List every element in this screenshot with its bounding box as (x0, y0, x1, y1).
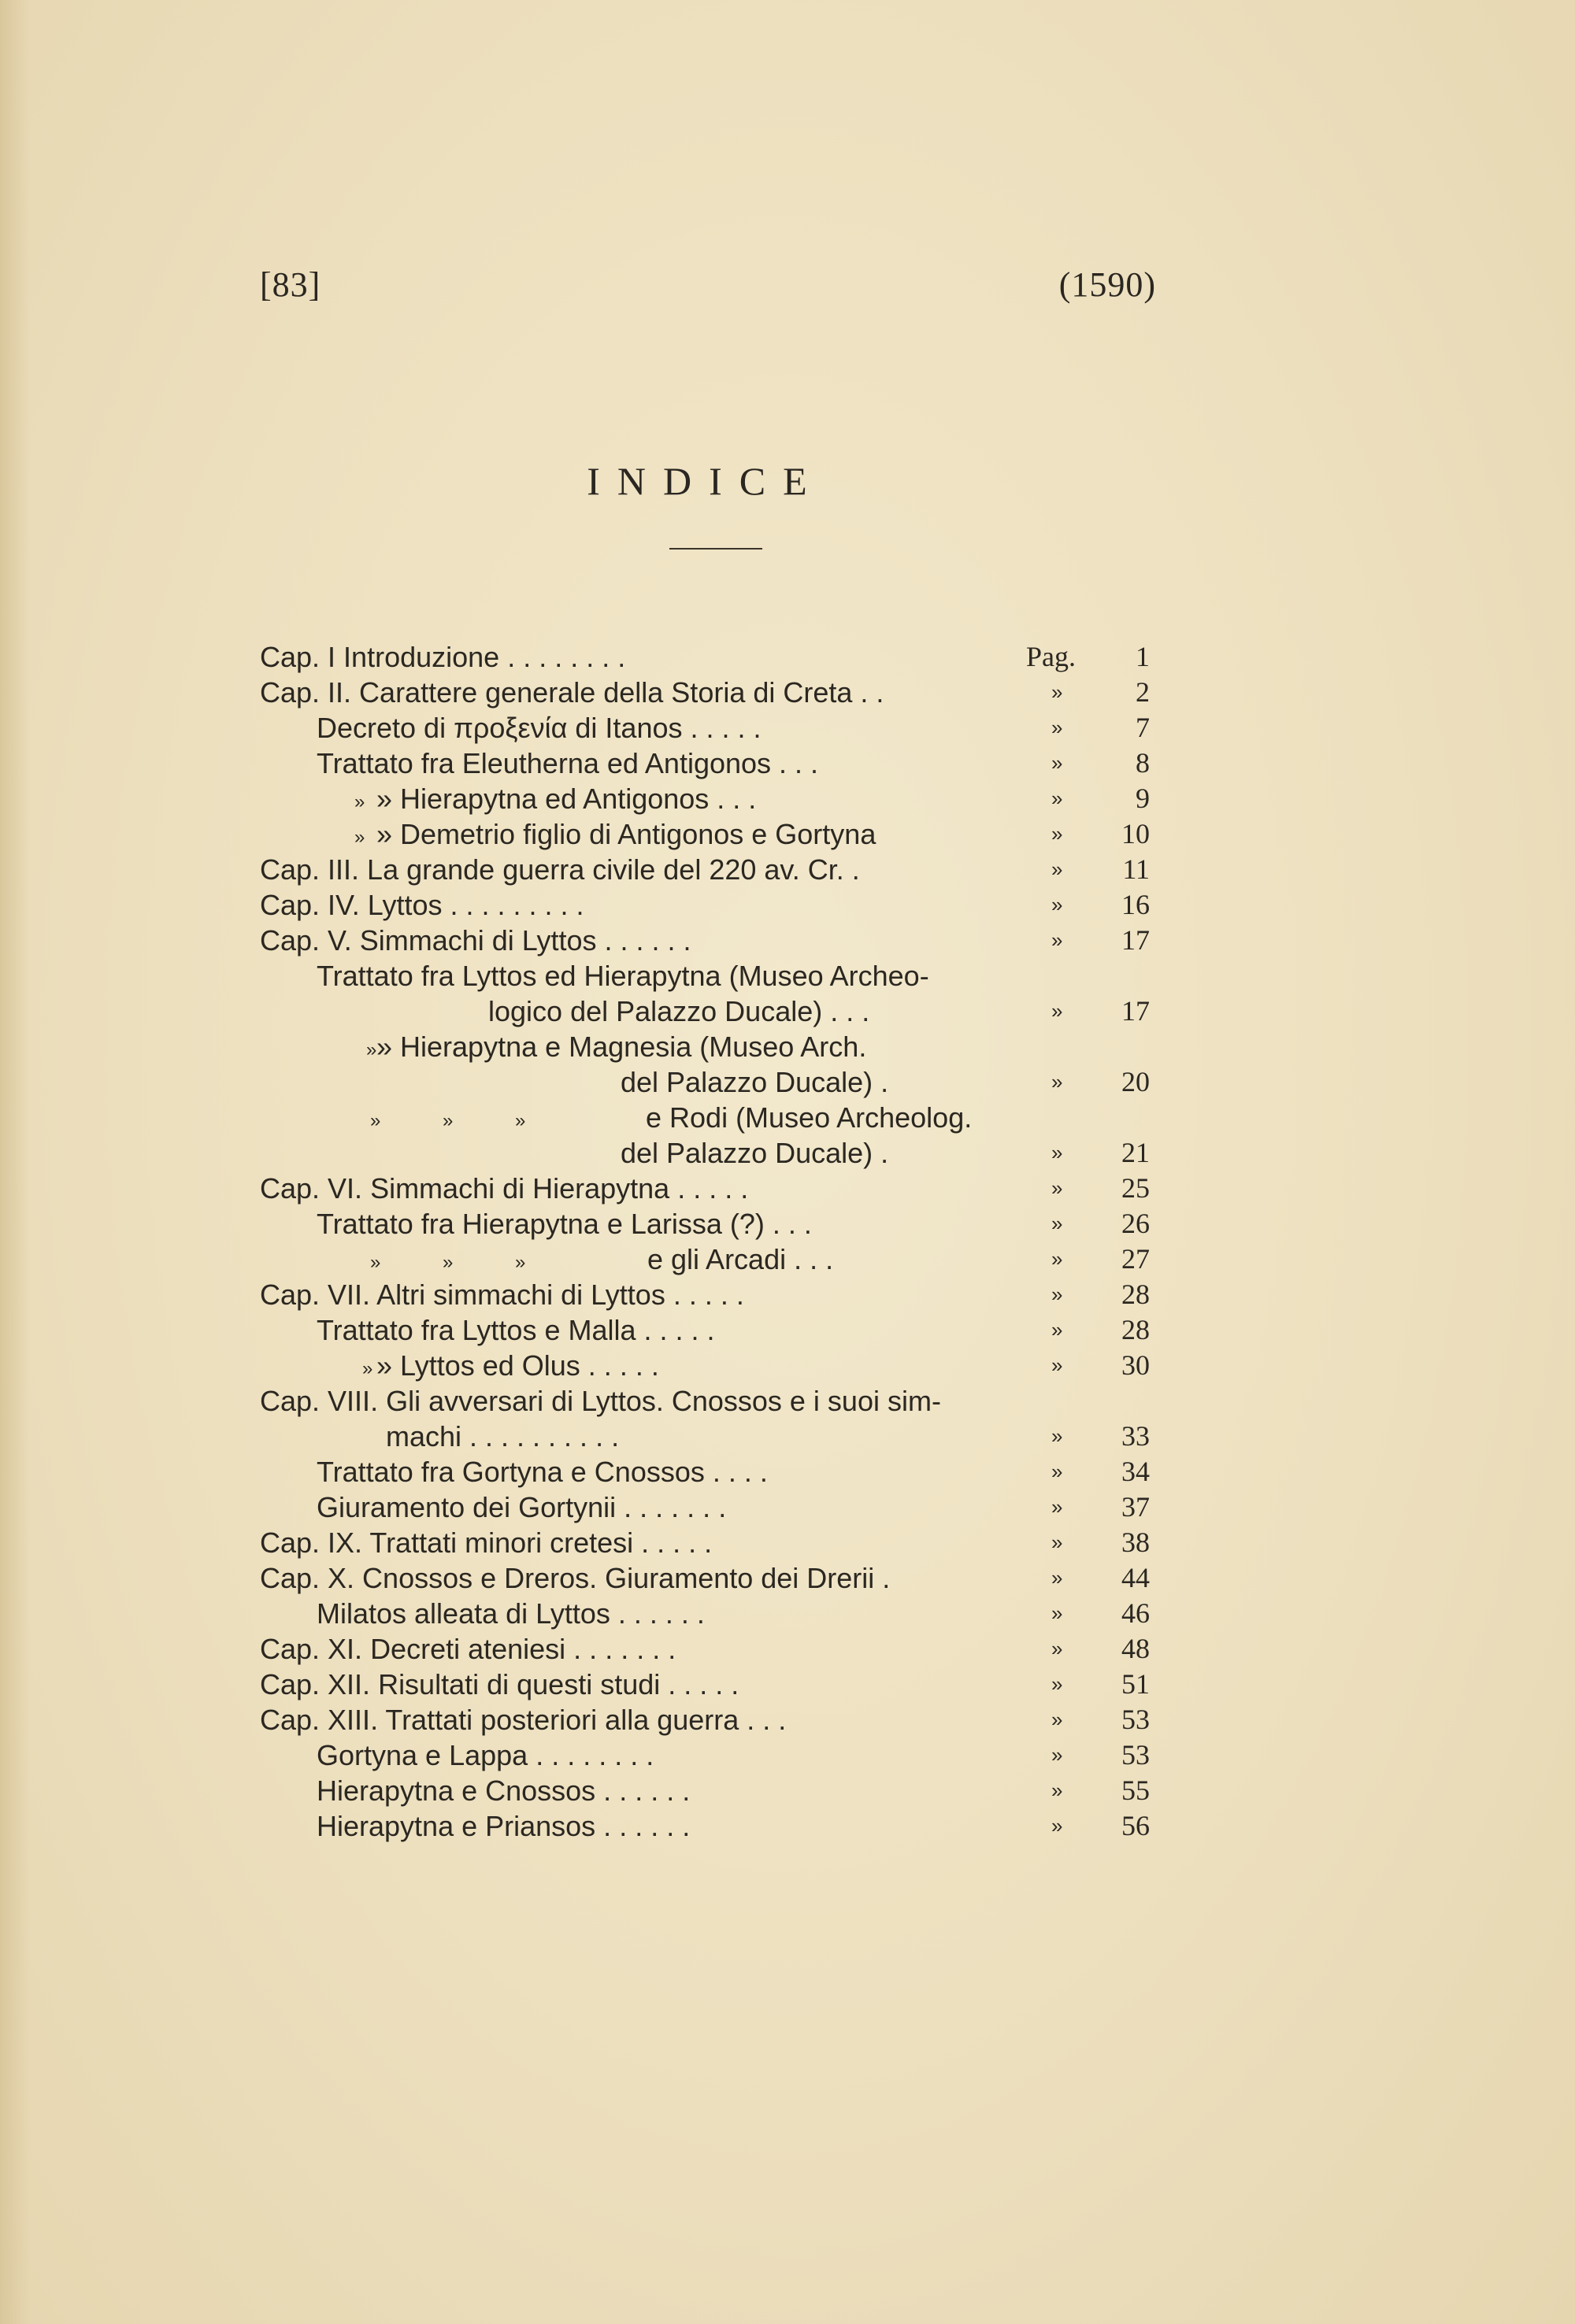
ditto-mark: » (515, 1252, 526, 1273)
toc-entry-label: Cap. III. La grande guerra civile del 220 av. Cr. . (260, 853, 860, 886)
toc-entry-page: 28 (1121, 1314, 1150, 1345)
toc-entry-page: 53 (1121, 1704, 1150, 1735)
toc-entry-page: 56 (1121, 1810, 1150, 1841)
ditto-mark: » (1051, 680, 1063, 704)
toc-entry-page: 33 (1121, 1420, 1150, 1452)
toc-entry-label: Cap. VII. Altri simmachi di Lyttos . . . . . (260, 1279, 744, 1311)
ditto-mark: » (1051, 893, 1063, 916)
ditto-mark: » (1051, 1318, 1063, 1341)
ditto-mark: » (1051, 999, 1063, 1023)
toc-row (260, 1206, 1150, 1242)
toc-entry-label: Cap. II. Carattere generale della Storia di Creta . . (260, 676, 884, 709)
ditto-mark: » (1051, 1601, 1063, 1625)
ditto-mark: » (1051, 1070, 1063, 1094)
toc-entry-page: 20 (1121, 1066, 1150, 1097)
toc-row (260, 1560, 1150, 1596)
ditto-mark: » (1051, 1247, 1063, 1271)
toc-entry-label: » Lyttos ed Olus . . . . . (376, 1349, 659, 1382)
toc-row (260, 746, 1150, 781)
toc-entry-label: Milatos alleata di Lyttos . . . . . . (317, 1597, 705, 1630)
toc-row (260, 1525, 1150, 1560)
ditto-mark: » (1051, 1743, 1063, 1767)
toc-row (260, 1596, 1150, 1631)
ditto-mark: » (1051, 1530, 1063, 1554)
toc-row (260, 1631, 1150, 1667)
toc-entry-label: Cap. XIII. Trattati posteriori alla guerra . . . (260, 1704, 787, 1736)
ditto-mark: » (1051, 1778, 1063, 1802)
ditto-mark: » (1051, 1495, 1063, 1519)
toc-row (260, 1100, 1150, 1135)
ditto-mark: » (1051, 716, 1063, 739)
toc-entry-page: 28 (1121, 1279, 1150, 1310)
toc-entry-page: 27 (1121, 1243, 1150, 1275)
toc-row (260, 887, 1150, 923)
ditto-mark: » (1051, 1460, 1063, 1483)
ditto-mark: » (515, 1110, 526, 1131)
toc-entry-label: Cap. IV. Lyttos . . . . . . . . . (260, 889, 584, 921)
ditto-mark: » (354, 791, 365, 812)
toc-entry-page: 17 (1121, 924, 1150, 956)
toc-entry-page: 7 (1136, 712, 1150, 743)
ditto-mark: » (1051, 1282, 1063, 1306)
toc-row (260, 994, 1150, 1029)
toc-row (260, 639, 1150, 675)
ditto-mark: » (1051, 1708, 1063, 1731)
toc-entry-label: Decreto di προξενία di Itanos . . . . . (317, 712, 762, 744)
toc-entry-label: Cap. VIII. Gli avversari di Lyttos. Cnossos e i suoi sim- (260, 1385, 941, 1417)
title-divider (669, 548, 762, 550)
toc-entry-label: Cap. I Introduzione . . . . . . . . (260, 641, 626, 673)
toc-entry-page: 21 (1121, 1137, 1150, 1168)
toc-entry-label: » Hierapytna e Magnesia (Museo Arch. (376, 1031, 867, 1063)
toc-entry-label: Trattato fra Hierapytna e Larissa (?) . . . (317, 1208, 812, 1240)
toc-entry-page: 17 (1121, 995, 1150, 1027)
ditto-mark: » (1051, 857, 1063, 881)
toc-row (260, 1029, 1150, 1064)
toc-entry-page: 1 (1136, 641, 1150, 672)
toc-row (260, 1064, 1150, 1100)
toc-row (260, 781, 1150, 816)
toc-row (260, 675, 1150, 710)
toc-entry-label: Cap. VI. Simmachi di Hierapytna . . . . . (260, 1172, 749, 1205)
page-number-right: (1590) (1058, 265, 1156, 304)
toc-row (260, 852, 1150, 887)
toc-entry-page: 51 (1121, 1668, 1150, 1700)
toc-row (260, 1702, 1150, 1737)
page-edge-shadow (0, 0, 30, 2324)
ditto-mark: » (1051, 822, 1063, 846)
toc-row (260, 710, 1150, 746)
toc-entry-label: Hierapytna e Priansos . . . . . . (317, 1810, 691, 1842)
ditto-mark: » (1051, 1176, 1063, 1200)
toc-entry-page: 9 (1136, 783, 1150, 814)
toc-row (260, 1737, 1150, 1773)
ditto-mark: » (1051, 1637, 1063, 1660)
toc-row (260, 1454, 1150, 1490)
toc-entry-page: 48 (1121, 1633, 1150, 1664)
toc-entry-label: e Rodi (Museo Archeolog. (646, 1101, 973, 1134)
toc-entry-label: » Demetrio figlio di Antigonos e Gortyna (376, 818, 876, 850)
toc-entry-page: 53 (1121, 1739, 1150, 1771)
ditto-mark: » (1051, 786, 1063, 810)
ditto-mark: » (1051, 1141, 1063, 1164)
ditto-mark: » (443, 1252, 454, 1273)
toc-entry-page: 11 (1122, 853, 1150, 885)
toc-entry-page: 34 (1121, 1456, 1150, 1487)
toc-row (260, 1135, 1150, 1171)
toc-row (260, 816, 1150, 852)
ditto-mark: » (1051, 1814, 1063, 1837)
ditto-mark: » (1051, 751, 1063, 775)
toc-entry-page: 37 (1121, 1491, 1150, 1523)
ditto-mark: » (1051, 1566, 1063, 1589)
ditto-mark: » (1051, 1424, 1063, 1448)
toc-entry-page: 16 (1121, 889, 1150, 920)
toc-row (260, 1667, 1150, 1702)
toc-entry-page: 30 (1121, 1349, 1150, 1381)
toc-row (260, 923, 1150, 958)
toc-entry-label: logico del Palazzo Ducale) . . . (488, 995, 870, 1027)
page-number-left: [83] (260, 265, 321, 304)
ditto-mark: » (443, 1110, 454, 1131)
pag-label: Pag. (1026, 641, 1076, 672)
toc-entry-label: Trattato fra Lyttos e Malla . . . . . (317, 1314, 715, 1346)
toc-entry-page: 38 (1121, 1527, 1150, 1558)
toc-entry-page: 25 (1121, 1172, 1150, 1204)
toc-row (260, 1171, 1150, 1206)
toc-row (260, 1383, 1150, 1419)
ditto-mark: » (1051, 1672, 1063, 1696)
toc-row (260, 1490, 1150, 1525)
ditto-mark: » (370, 1252, 381, 1273)
toc-entry-label: Hierapytna e Cnossos . . . . . . (317, 1774, 691, 1807)
toc-entry-label: Cap. IX. Trattati minori cretesi . . . . . (260, 1527, 713, 1559)
ditto-mark: » (366, 1039, 377, 1060)
ditto-mark: » (1051, 1212, 1063, 1235)
toc-entry-page: 2 (1136, 676, 1150, 708)
toc-entry-label: machi . . . . . . . . . . (386, 1420, 620, 1452)
toc-row (260, 1348, 1150, 1383)
toc-entry-label: e gli Arcadi . . . (647, 1243, 834, 1275)
toc-entry-label: Cap. XII. Risultati di questi studi . . . . . (260, 1668, 739, 1700)
toc-row (260, 1808, 1150, 1844)
toc-row (260, 958, 1150, 994)
toc-row (260, 1277, 1150, 1312)
toc-entry-label: del Palazzo Ducale) . (621, 1066, 889, 1098)
toc-entry-page: 55 (1121, 1774, 1150, 1806)
toc-entry-page: 26 (1121, 1208, 1150, 1239)
toc-entry-label: » Hierapytna ed Antigonos . . . (376, 783, 757, 815)
toc-entry-label: del Palazzo Ducale) . (621, 1137, 889, 1169)
ditto-mark: » (1051, 928, 1063, 952)
table-of-contents (260, 639, 1150, 1844)
toc-row (260, 1242, 1150, 1277)
toc-entry-page: 44 (1121, 1562, 1150, 1593)
ditto-mark: » (362, 1358, 373, 1379)
index-title: INDICE (587, 459, 825, 503)
toc-entry-label: Gortyna e Lappa . . . . . . . . (317, 1739, 654, 1771)
toc-entry-label: Cap. V. Simmachi di Lyttos . . . . . . (260, 924, 691, 957)
toc-entry-page: 8 (1136, 747, 1150, 779)
toc-entry-label: Trattato fra Gortyna e Cnossos . . . . (317, 1456, 768, 1488)
toc-entry-page: 10 (1121, 818, 1150, 849)
toc-entry-label: Trattato fra Lyttos ed Hierapytna (Museo Archeo- (317, 960, 929, 992)
toc-entry-page: 46 (1121, 1597, 1150, 1629)
toc-entry-label: Cap. XI. Decreti ateniesi . . . . . . . (260, 1633, 676, 1665)
toc-row (260, 1312, 1150, 1348)
toc-entry-label: Giuramento dei Gortynii . . . . . . . (317, 1491, 727, 1523)
toc-row (260, 1419, 1150, 1454)
toc-entry-label: Cap. X. Cnossos e Dreros. Giuramento dei Drerii . (260, 1562, 891, 1594)
ditto-mark: » (1051, 1353, 1063, 1377)
toc-entry-label: Trattato fra Eleutherna ed Antigonos . . . (317, 747, 819, 779)
ditto-mark: » (354, 827, 365, 848)
toc-row (260, 1773, 1150, 1808)
ditto-mark: » (370, 1110, 381, 1131)
